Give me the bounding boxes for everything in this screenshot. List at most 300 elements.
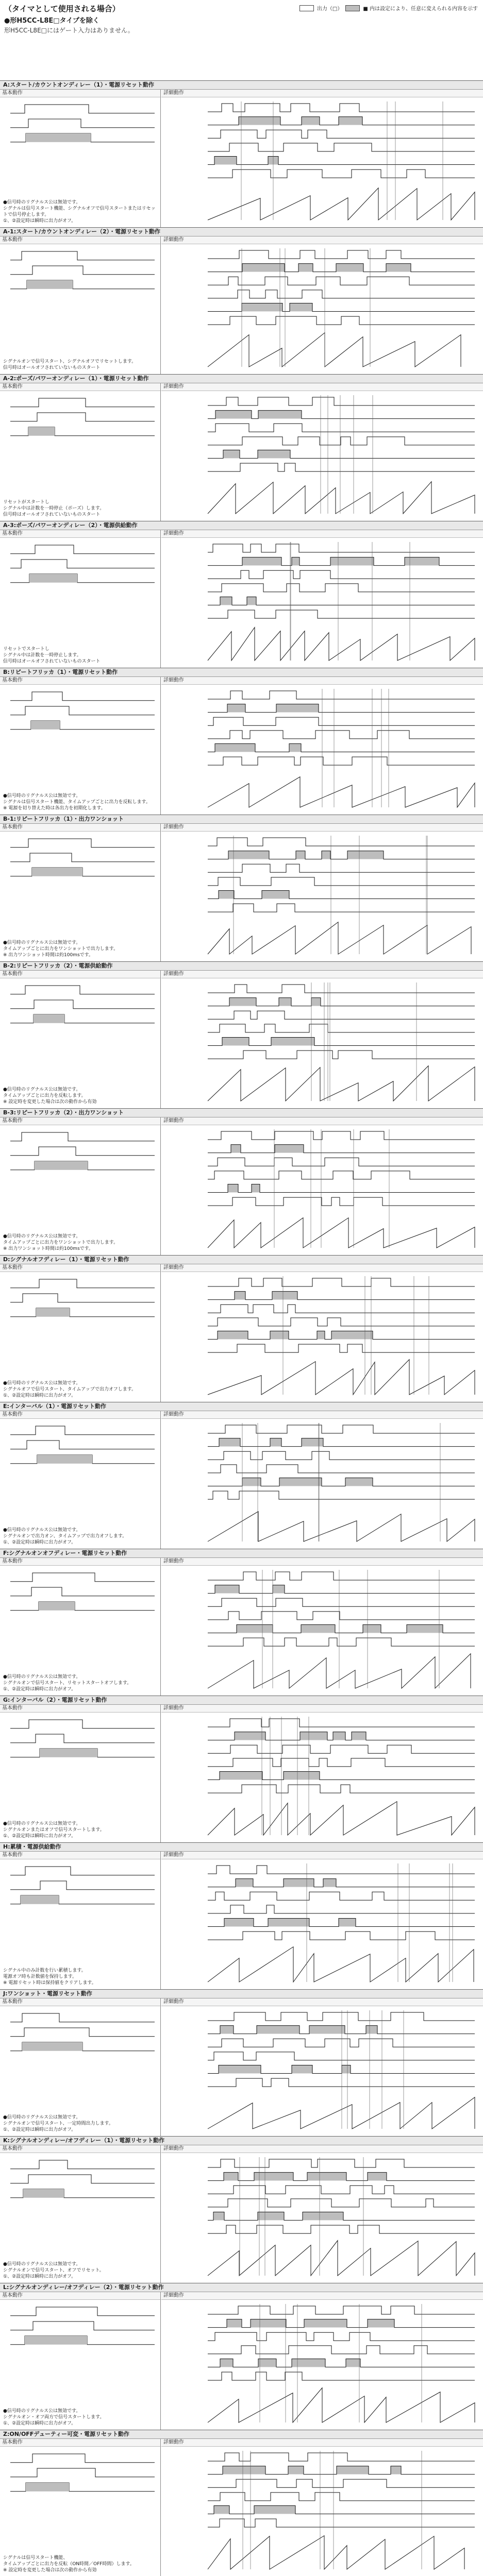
note-line: 信号時はオールオフされていないものスタート: [3, 659, 101, 664]
basic-waveform-line: [10, 2468, 155, 2477]
note-line: ①、②設定時は瞬時に出力がオフ。: [3, 1687, 76, 1692]
basic-operation-label: 基本動作: [0, 530, 160, 538]
detailed-waveform-line: [208, 757, 475, 765]
detailed-waveform-fill: [242, 437, 282, 445]
detailed-waveform-fill: [292, 557, 299, 566]
basic-operation-panel: [0, 236, 161, 374]
detailed-waveform-fill: [368, 2173, 387, 2181]
basic-waveform-line: [10, 1147, 155, 1156]
detailed-waveform-fill: [313, 1612, 340, 1620]
detailed-waveform-fill: [220, 2519, 244, 2527]
detailed-waveform-fill: [217, 838, 247, 846]
basic-waveform-fill: [34, 1014, 64, 1023]
timing-section: [0, 1549, 483, 1696]
basic-waveform-diagram: [0, 1125, 160, 1184]
detailed-waveform-fill: [302, 290, 322, 298]
detailed-waveform-fill: [232, 1197, 256, 1206]
detailed-waveform-fill: [219, 2065, 261, 2074]
basic-waveform-fill: [37, 1455, 92, 1464]
detailed-waveform-fill: [233, 1758, 273, 1767]
detailed-waveform-fill: [371, 1278, 391, 1286]
detailed-waveform-fill: [218, 1331, 248, 1340]
detailed-waveform-fill: [222, 1598, 257, 1606]
detailed-waveform-line: [208, 1184, 475, 1193]
detailed-waveform-diagram: [161, 2006, 480, 2134]
detailed-waveform-fill: [285, 2372, 302, 2380]
detailed-waveform-fill: [360, 1131, 384, 1140]
basic-waveform-fill: [28, 119, 81, 128]
basic-waveform-line: [10, 2013, 155, 2022]
section-notes: [3, 940, 157, 958]
basic-waveform-diagram: [0, 2153, 160, 2212]
detailed-waveform-line: [208, 1612, 475, 1620]
detailed-waveform-fill: [359, 2039, 393, 2047]
detailed-waveform-line: [208, 463, 475, 471]
detailed-waveform-line: [208, 437, 475, 445]
detailed-waveform-diagram: [161, 1272, 480, 1400]
basic-operation-label: 基本動作: [0, 236, 160, 244]
detailed-waveform-fill: [301, 1625, 335, 1633]
basic-waveform-fill: [25, 986, 80, 994]
basic-operation-label: 基本動作: [0, 383, 160, 391]
detailed-waveform-line: [208, 1866, 475, 1874]
detailed-waveform-fill: [347, 250, 368, 259]
detailed-waveform-fill: [298, 437, 320, 445]
basic-waveform-line: [10, 398, 155, 407]
basic-waveform-line: [10, 1573, 155, 1582]
timing-section: [0, 2283, 483, 2430]
detailed-waveform-fill: [284, 1197, 322, 1206]
detailed-waveform-fill: [288, 1304, 295, 1313]
basic-waveform-fill: [32, 1573, 95, 1582]
detailed-waveform-fill: [230, 731, 242, 739]
detailed-waveform-fill: [251, 2453, 289, 2461]
detailed-waveform-fill: [391, 2306, 414, 2314]
detailed-waveform-line: [208, 397, 475, 405]
note-line: ※ 電源を切り替えた時は各出力を初期化します。: [3, 806, 106, 811]
note-line: ●信号時のリグナルス公は無効です。: [3, 940, 81, 945]
detailed-waveform-fill: [289, 744, 301, 752]
detailed-waveform-fill: [224, 2173, 238, 2181]
detailed-waveform-fill: [311, 998, 321, 1006]
detailed-waveform-fill: [219, 1438, 240, 1447]
section-title: B-2:リピートフリッカ（2）・電源供給動作: [0, 962, 483, 971]
count-ramp-line: [208, 777, 475, 807]
detailed-waveform-fill: [272, 1292, 297, 1300]
detailed-waveform-fill: [240, 463, 278, 471]
detailed-waveform-line: [208, 2225, 475, 2233]
detailed-waveform-line: [208, 1758, 475, 1767]
detailed-waveform-fill: [288, 1785, 320, 1793]
detailed-waveform-fill: [215, 1585, 239, 1594]
detailed-waveform-line: [208, 570, 475, 579]
detailed-waveform-fill: [251, 544, 261, 552]
detailed-waveform-fill: [309, 1892, 340, 1900]
basic-operation-label: 基本動作: [0, 90, 160, 97]
detailed-waveform-fill: [329, 1638, 337, 1646]
detailed-waveform-fill: [279, 1478, 322, 1486]
section-title: F:シグナルオンオフディレー・電源リセット動作: [0, 1549, 483, 1558]
detailed-operation-panel: [161, 2145, 483, 2283]
basic-operation-panel: [0, 1998, 161, 2136]
detailed-operation-panel: [161, 1705, 483, 1842]
detailed-waveform-fill: [222, 584, 263, 592]
detailed-waveform-fill: [343, 2479, 387, 2487]
detailed-waveform-fill: [309, 2026, 345, 2034]
detailed-waveform-fill: [350, 2185, 372, 2194]
section-notes: [3, 2114, 157, 2133]
detailed-waveform-fill: [258, 411, 302, 419]
basic-waveform-diagram: [0, 832, 160, 890]
detailed-waveform-line: [208, 316, 475, 325]
detailed-waveform-line: [208, 1585, 475, 1594]
timing-section: [0, 2430, 483, 2576]
note-line: リセットがスタートし: [3, 500, 49, 505]
detailed-waveform-fill: [213, 544, 243, 552]
detailed-waveform-fill: [346, 2359, 360, 2367]
detailed-waveform-fill: [223, 450, 240, 459]
detailed-waveform-fill: [290, 303, 312, 312]
detailed-waveform-fill: [274, 423, 302, 432]
detailed-operation-panel: [161, 1117, 483, 1255]
detailed-waveform-line: [208, 838, 475, 846]
detailed-waveform-fill: [218, 1318, 258, 1326]
detailed-waveform-fill: [325, 584, 358, 592]
basic-waveform-diagram: [0, 244, 160, 303]
detailed-waveform-fill: [263, 1278, 282, 1286]
note-line: ※ 出力ワンショット時間は約100msです。: [3, 1246, 93, 1251]
detailed-waveform-fill: [242, 1478, 261, 1486]
basic-waveform-fill: [23, 2189, 64, 2198]
detailed-waveform-line: [208, 1905, 475, 1913]
detailed-waveform-line: [208, 1892, 475, 1900]
detailed-waveform-fill: [314, 2332, 334, 2341]
basic-waveform-fill: [31, 1587, 62, 1596]
timing-section: [0, 80, 483, 227]
note-line: シグナルオン・オフ両方で信号スタートします。: [3, 2415, 105, 2420]
basic-waveform-line: [10, 1587, 155, 1596]
basic-operation-panel: [0, 971, 161, 1108]
detailed-waveform-fill: [407, 1625, 443, 1633]
detailed-operation-label: 詳細動作: [161, 824, 483, 832]
note-line: タイムアップごとに出力を反転（ON時間／OFF時間）します。: [3, 2562, 135, 2567]
detailed-waveform-diagram: [161, 2153, 480, 2281]
detailed-waveform-line: [208, 1785, 475, 1793]
detailed-waveform-line: [208, 584, 475, 592]
timing-section: [0, 227, 483, 374]
detailed-operation-label: 詳細動作: [161, 677, 483, 685]
detailed-waveform-fill: [367, 2346, 380, 2354]
basic-waveform-fill: [23, 1294, 58, 1302]
basic-waveform-fill: [22, 251, 77, 260]
note-line: シグナルオンで信号スタート、オフでリセット。: [3, 2268, 104, 2273]
basic-waveform-line: [10, 2160, 155, 2169]
basic-operation-label: 基本動作: [0, 824, 160, 832]
basic-waveform-line: [10, 1426, 155, 1435]
note-line: ①、②設定時は瞬時に出力がオフ。: [3, 1540, 76, 1545]
detailed-waveform-fill: [245, 104, 280, 112]
basic-waveform-fill: [21, 560, 67, 568]
basic-waveform-fill: [37, 2468, 95, 2477]
detailed-waveform-fill: [322, 851, 330, 859]
detailed-waveform-fill: [257, 1866, 267, 1874]
detailed-waveform-fill: [220, 1772, 262, 1780]
detailed-waveform-fill: [220, 597, 232, 605]
basic-operation-label: 基本動作: [0, 1411, 160, 1419]
detailed-waveform-fill: [351, 1758, 385, 1767]
detailed-waveform-line: [208, 250, 475, 259]
detailed-waveform-fill: [224, 1919, 254, 1927]
detailed-waveform-fill: [304, 2319, 347, 2328]
detailed-waveform-line: [208, 1318, 475, 1326]
detailed-waveform-fill: [273, 1585, 285, 1594]
detailed-operation-panel: [161, 530, 483, 668]
detailed-waveform-fill: [265, 277, 288, 285]
basic-waveform-line: [10, 413, 155, 421]
basic-waveform-fill: [25, 706, 69, 715]
detailed-waveform-fill: [214, 1171, 244, 1179]
note-line: ①、②設定時は瞬時に出力がオフ。: [3, 1834, 76, 1839]
detailed-waveform-fill: [308, 2453, 347, 2461]
detailed-waveform-fill: [221, 1131, 252, 1140]
basic-waveform-fill: [35, 545, 74, 554]
basic-waveform-line: [10, 839, 155, 848]
detailed-waveform-fill: [274, 1158, 292, 1166]
detailed-waveform-diagram: [161, 244, 480, 372]
basic-waveform-line: [10, 560, 155, 568]
detailed-waveform-fill: [243, 1050, 266, 1059]
note-line: ①、②設定時は瞬時に出力がオフ。: [3, 2127, 76, 2132]
count-ramp-line: [208, 2388, 475, 2422]
basic-waveform-fill: [39, 1602, 75, 1611]
detailed-operation-label: 詳細動作: [161, 530, 483, 538]
detailed-waveform-fill: [257, 2225, 283, 2233]
detailed-waveform-diagram: [161, 538, 480, 666]
detailed-waveform-fill: [414, 2346, 427, 2354]
detailed-waveform-line: [208, 717, 475, 725]
detailed-waveform-fill: [247, 597, 256, 605]
basic-operation-panel: [0, 1411, 161, 1549]
basic-waveform-diagram: [0, 978, 160, 1037]
detailed-waveform-fill: [345, 1478, 373, 1486]
detailed-waveform-fill: [229, 143, 258, 151]
basic-operation-label: 基本動作: [0, 1998, 160, 2006]
detailed-waveform-fill: [269, 1719, 299, 1727]
note-line: ●信号時のリグナルス公は無効です。: [3, 793, 81, 799]
detailed-waveform-fill: [242, 303, 282, 312]
detailed-waveform-fill: [216, 1866, 230, 1874]
section-notes: [3, 1821, 157, 1839]
count-ramp-line: [208, 188, 475, 220]
detailed-waveform-fill: [227, 704, 245, 713]
detailed-operation-panel: [161, 971, 483, 1108]
detailed-waveform-line: [208, 2506, 475, 2514]
detailed-waveform-fill: [343, 1425, 373, 1433]
basic-waveform-fill: [39, 398, 86, 407]
detailed-waveform-line: [208, 1158, 475, 1166]
detailed-waveform-fill: [230, 1719, 261, 1727]
detailed-operation-label: 詳細動作: [161, 1264, 483, 1272]
detailed-waveform-fill: [284, 1879, 314, 1887]
basic-waveform-fill: [22, 2013, 59, 2022]
detailed-waveform-fill: [275, 1572, 290, 1580]
detailed-waveform-line: [208, 1011, 475, 1019]
detailed-waveform-fill: [282, 1745, 310, 1753]
detailed-waveform-line: [208, 1465, 475, 1473]
detailed-operation-label: 詳細動作: [161, 1117, 483, 1125]
note-line: シグナルオンまたはオフで信号スタートします。: [3, 1827, 105, 1833]
detailed-waveform-fill: [287, 170, 322, 178]
detailed-waveform-fill: [221, 1304, 248, 1313]
detailed-waveform-fill: [228, 1184, 238, 1193]
basic-waveform-fill: [37, 413, 86, 421]
section-notes: [3, 1380, 157, 1399]
count-ramp-line: [208, 922, 471, 954]
detailed-waveform-fill: [243, 1638, 264, 1646]
detailed-operation-label: 詳細動作: [161, 1411, 483, 1419]
basic-waveform-diagram: [0, 1272, 160, 1331]
detailed-waveform-fill: [426, 2199, 434, 2207]
legend-white-label: 出力（□）: [317, 6, 343, 12]
detailed-waveform-fill: [219, 891, 234, 899]
detailed-waveform-fill: [215, 411, 252, 419]
detailed-waveform-line: [208, 877, 475, 886]
detailed-waveform-line: [208, 2493, 475, 2501]
detailed-operation-label: 詳細動作: [161, 383, 483, 391]
detailed-waveform-fill: [239, 1278, 252, 1286]
note-line: ①、②設定時は瞬時に出力がオフ。: [3, 2274, 76, 2279]
detailed-waveform-fill: [406, 1931, 435, 1940]
basic-waveform-fill: [27, 1440, 59, 1449]
detailed-operation-label: 詳細動作: [161, 236, 483, 244]
section-notes: [3, 499, 157, 518]
timing-section: [0, 1989, 483, 2136]
basic-operation-label: 基本動作: [0, 2292, 160, 2300]
section-title: A-2:ポーズ/パワーオンディレー（1）・電源リセット動作: [0, 375, 483, 383]
note-line: 電源オフ時も計数値を保持します。: [3, 1974, 77, 1979]
detailed-waveform-fill: [221, 130, 257, 138]
detailed-waveform-fill: [267, 1465, 298, 1473]
basic-waveform-line: [10, 692, 155, 701]
detailed-waveform-diagram: [161, 1859, 480, 1987]
detailed-waveform-line: [208, 1425, 475, 1433]
detailed-waveform-fill: [319, 1758, 327, 1767]
detailed-waveform-fill: [242, 264, 285, 272]
detailed-waveform-fill: [230, 316, 256, 325]
basic-waveform-line: [10, 986, 155, 994]
detailed-waveform-fill: [252, 1184, 260, 1193]
detailed-operation-panel: [161, 1852, 483, 1989]
count-ramp-line: [208, 1947, 474, 1982]
detailed-waveform-fill: [257, 1011, 285, 1019]
detailed-waveform-fill: [215, 1892, 224, 1900]
basic-waveform-fill: [40, 1749, 97, 1757]
detailed-waveform-fill: [352, 1732, 366, 1740]
basic-waveform-fill: [30, 853, 72, 862]
section-title: B-1:リピートフリッカ（1）・出力ワンショット: [0, 815, 483, 824]
detailed-waveform-line: [208, 1719, 475, 1727]
basic-waveform-fill: [39, 1279, 77, 1288]
note-line: ●信号時のリグナルス公は無効です。: [3, 2262, 81, 2267]
note-line: ●信号時のリグナルス公は無効です。: [3, 1234, 81, 1239]
detailed-waveform-line: [208, 1050, 475, 1059]
detailed-waveform-fill: [228, 277, 238, 285]
basic-waveform-fill: [34, 1000, 73, 1009]
detailed-waveform-fill: [225, 2453, 239, 2461]
detailed-waveform-fill: [276, 544, 299, 552]
detailed-waveform-fill: [253, 1304, 274, 1313]
detailed-operation-panel: [161, 824, 483, 961]
detailed-waveform-fill: [218, 1158, 245, 1166]
detailed-waveform-fill: [366, 2026, 377, 2034]
basic-operation-label: 基本動作: [0, 2439, 160, 2447]
detailed-waveform-fill: [224, 1451, 251, 1460]
basic-waveform-fill: [32, 2454, 85, 2463]
detailed-waveform-fill: [359, 2199, 391, 2207]
detailed-waveform-fill: [236, 1879, 253, 1887]
detailed-waveform-fill: [220, 2026, 234, 2034]
note-line: ※ 設定時を変更した場合は次の動作から有効: [3, 2568, 97, 2573]
detailed-waveform-fill: [301, 757, 323, 765]
section-notes: [3, 359, 157, 371]
basic-waveform-diagram: [0, 1566, 160, 1624]
timing-section: [0, 374, 483, 521]
note-line: ※ 設定時を変更した場合は次の動作から有効: [3, 1099, 97, 1105]
detailed-waveform-fill: [218, 877, 240, 886]
basic-operation-panel: [0, 383, 161, 521]
basic-waveform-fill: [25, 105, 89, 113]
timing-section: [0, 668, 483, 815]
detailed-waveform-fill: [242, 557, 281, 566]
legend-swatch-white: [299, 5, 314, 11]
detailed-waveform-fill: [254, 2173, 293, 2181]
basic-waveform-diagram: [0, 391, 160, 450]
detailed-operation-label: 詳細動作: [161, 1558, 483, 1566]
detailed-waveform-fill: [287, 584, 299, 592]
detailed-waveform-line: [208, 2306, 475, 2314]
count-ramp-line: [208, 1802, 475, 1835]
detailed-waveform-fill: [255, 2519, 276, 2527]
detailed-waveform-fill: [291, 104, 310, 112]
detailed-waveform-fill: [268, 1919, 309, 1927]
section-notes: [3, 2408, 157, 2427]
count-ramp-line: [208, 628, 475, 660]
detailed-waveform-fill: [331, 1331, 373, 1340]
basic-operation-panel: [0, 2439, 161, 2576]
section-title: K:シグナルオンディレー/オフディレー（1）・電源リセット動作: [0, 2137, 483, 2145]
basic-waveform-fill: [36, 1426, 65, 1435]
detailed-waveform-fill: [229, 998, 256, 1006]
detailed-waveform-line: [208, 1451, 475, 1460]
detailed-waveform-line: [208, 130, 475, 138]
detailed-waveform-fill: [330, 1745, 368, 1753]
basic-waveform-line: [10, 2028, 155, 2037]
detailed-waveform-fill: [228, 1612, 239, 1620]
detailed-waveform-fill: [213, 717, 243, 725]
note-line: シグナルオンで出力オン、タイムアップで出力オフします。: [3, 1534, 127, 1539]
detailed-waveform-line: [208, 704, 475, 713]
basic-waveform-fill: [36, 2307, 97, 2316]
detailed-waveform-line: [208, 1598, 475, 1606]
count-ramp-line: [208, 2097, 475, 2129]
basic-waveform-fill: [31, 721, 60, 730]
basic-waveform-line: [10, 853, 155, 862]
detailed-waveform-fill: [339, 1919, 356, 1927]
detailed-waveform-diagram: [161, 978, 480, 1106]
detailed-waveform-line: [208, 2159, 475, 2167]
count-ramp-line: [208, 1218, 475, 1248]
detailed-waveform-fill: [298, 264, 313, 272]
